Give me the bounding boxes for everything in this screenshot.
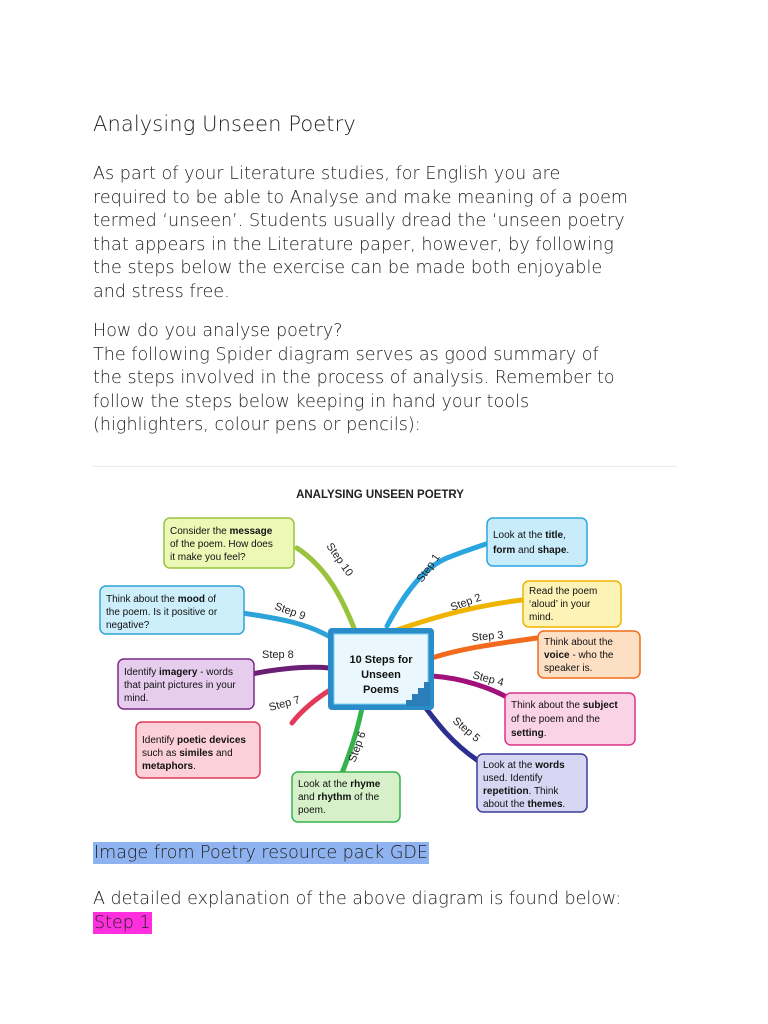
center-line: 10 Steps for — [349, 654, 413, 666]
svg-text:Think about the subject: Think about the subject — [511, 700, 618, 711]
step2-box — [523, 581, 621, 627]
step-label-5: Step 5 — [450, 715, 483, 745]
intro-paragraph — [93, 163, 628, 304]
svg-text:Identify imagery - words: Identify imagery - words — [124, 667, 233, 678]
question-line: (highlighters, colour pens or pencils): — [93, 415, 421, 435]
question-line: The following Spider diagram serves as good summary of — [93, 344, 599, 365]
question-line: How do you analyse poetry? — [93, 321, 343, 341]
question-paragraph — [93, 320, 615, 438]
spider-diagram — [92, 478, 676, 824]
svg-text:form and shape.: form and shape. — [493, 545, 570, 556]
svg-text:mind.: mind. — [124, 693, 149, 704]
svg-text:such as similes and: such as similes and — [142, 748, 233, 759]
intro-line: the steps below the exercise can be made both enjoyable — [93, 258, 603, 278]
intro-line: required to be able to Analyse and make meaning of a poem — [93, 187, 629, 208]
center-line: Poems — [362, 684, 400, 696]
divider — [93, 466, 677, 467]
step-label-8: Step 8 — [262, 649, 294, 661]
svg-text:Look at the words: Look at the words — [483, 760, 565, 771]
svg-text:the poem. Is it positive or: the poem. Is it positive or — [106, 607, 218, 618]
svg-text:repetition. Think: repetition. Think — [483, 786, 559, 797]
page-title: Analysing Unseen Poetry — [93, 112, 356, 136]
question-line: the steps involved in the process of analysis. Remember to — [93, 368, 615, 388]
intro-line: termed ‘unseen’. Students usually dread the ‘unseen poetry — [93, 211, 625, 231]
svg-text:mind.: mind. — [529, 612, 554, 623]
step-label-2: Step 2 — [448, 591, 483, 614]
svg-text:poem.: poem. — [298, 805, 326, 816]
svg-text:Consider the message: Consider the message — [170, 526, 273, 537]
step3-box — [538, 631, 640, 678]
svg-text:metaphors.: metaphors. — [142, 761, 196, 772]
svg-text:setting.: setting. — [511, 728, 547, 739]
step6-box — [292, 772, 400, 822]
branch-step8 — [252, 667, 330, 674]
question-line: follow the steps below keeping in hand your tools — [93, 391, 530, 412]
diagram-title: ANALYSING UNSEEN POETRY — [296, 489, 464, 501]
center-node — [328, 628, 434, 710]
svg-text:Look at the title,: Look at the title, — [493, 530, 566, 541]
step7-box — [136, 722, 260, 778]
step-label-10: Step 10 — [323, 540, 356, 579]
step1-box — [487, 518, 587, 566]
step8-box — [118, 659, 254, 709]
svg-text:of the poem and the: of the poem and the — [511, 714, 600, 725]
svg-text:Think about the: Think about the — [544, 637, 613, 648]
svg-text:speaker is.: speaker is. — [544, 663, 593, 674]
svg-text:Read the poem: Read the poem — [529, 586, 598, 597]
svg-text:about the themes.: about the themes. — [483, 799, 566, 810]
step4-box — [505, 693, 635, 745]
center-line: Unseen — [361, 669, 401, 681]
step-label-9: Step 9 — [272, 600, 307, 623]
step-label-4: Step 4 — [471, 669, 506, 690]
svg-text:of the poem. How does: of the poem. How does — [170, 539, 273, 550]
intro-line: As part of your Literature studies, for English you are — [93, 164, 561, 184]
svg-text:that paint pictures in your: that paint pictures in your — [124, 680, 236, 691]
intro-line: that appears in the Literature paper, however, by following — [93, 234, 614, 255]
step-label-3: Step 3 — [471, 629, 504, 644]
step9-box — [100, 586, 244, 634]
svg-text:negative?: negative? — [106, 620, 150, 631]
svg-text:Think about the mood of: Think about the mood of — [106, 594, 217, 605]
step10-box — [164, 518, 294, 568]
step-label-6: Step 6 — [346, 730, 369, 765]
svg-text:voice - who the: voice - who the — [544, 650, 614, 661]
intro-line: and stress free. — [93, 281, 230, 302]
svg-text:used. Identify: used. Identify — [483, 773, 543, 784]
step5-box — [477, 754, 587, 812]
svg-text:Look at the rhyme: Look at the rhyme — [298, 779, 381, 790]
explanation-text: A detailed explanation of the above diagram is found below: — [93, 889, 622, 909]
svg-text:Identify poetic devices: Identify poetic devices — [142, 735, 246, 746]
step-heading: Step 1 — [94, 913, 151, 933]
svg-text:and rhythm of the: and rhythm of the — [298, 792, 380, 803]
step-label-1: Step 1 — [414, 551, 443, 585]
svg-text:‘aloud’ in your: ‘aloud’ in your — [529, 599, 591, 610]
svg-text:it make you feel?: it make you feel? — [170, 552, 246, 563]
step-label-7: Step 7 — [267, 694, 302, 714]
image-caption: Image from Poetry resource pack GDE — [94, 843, 428, 863]
